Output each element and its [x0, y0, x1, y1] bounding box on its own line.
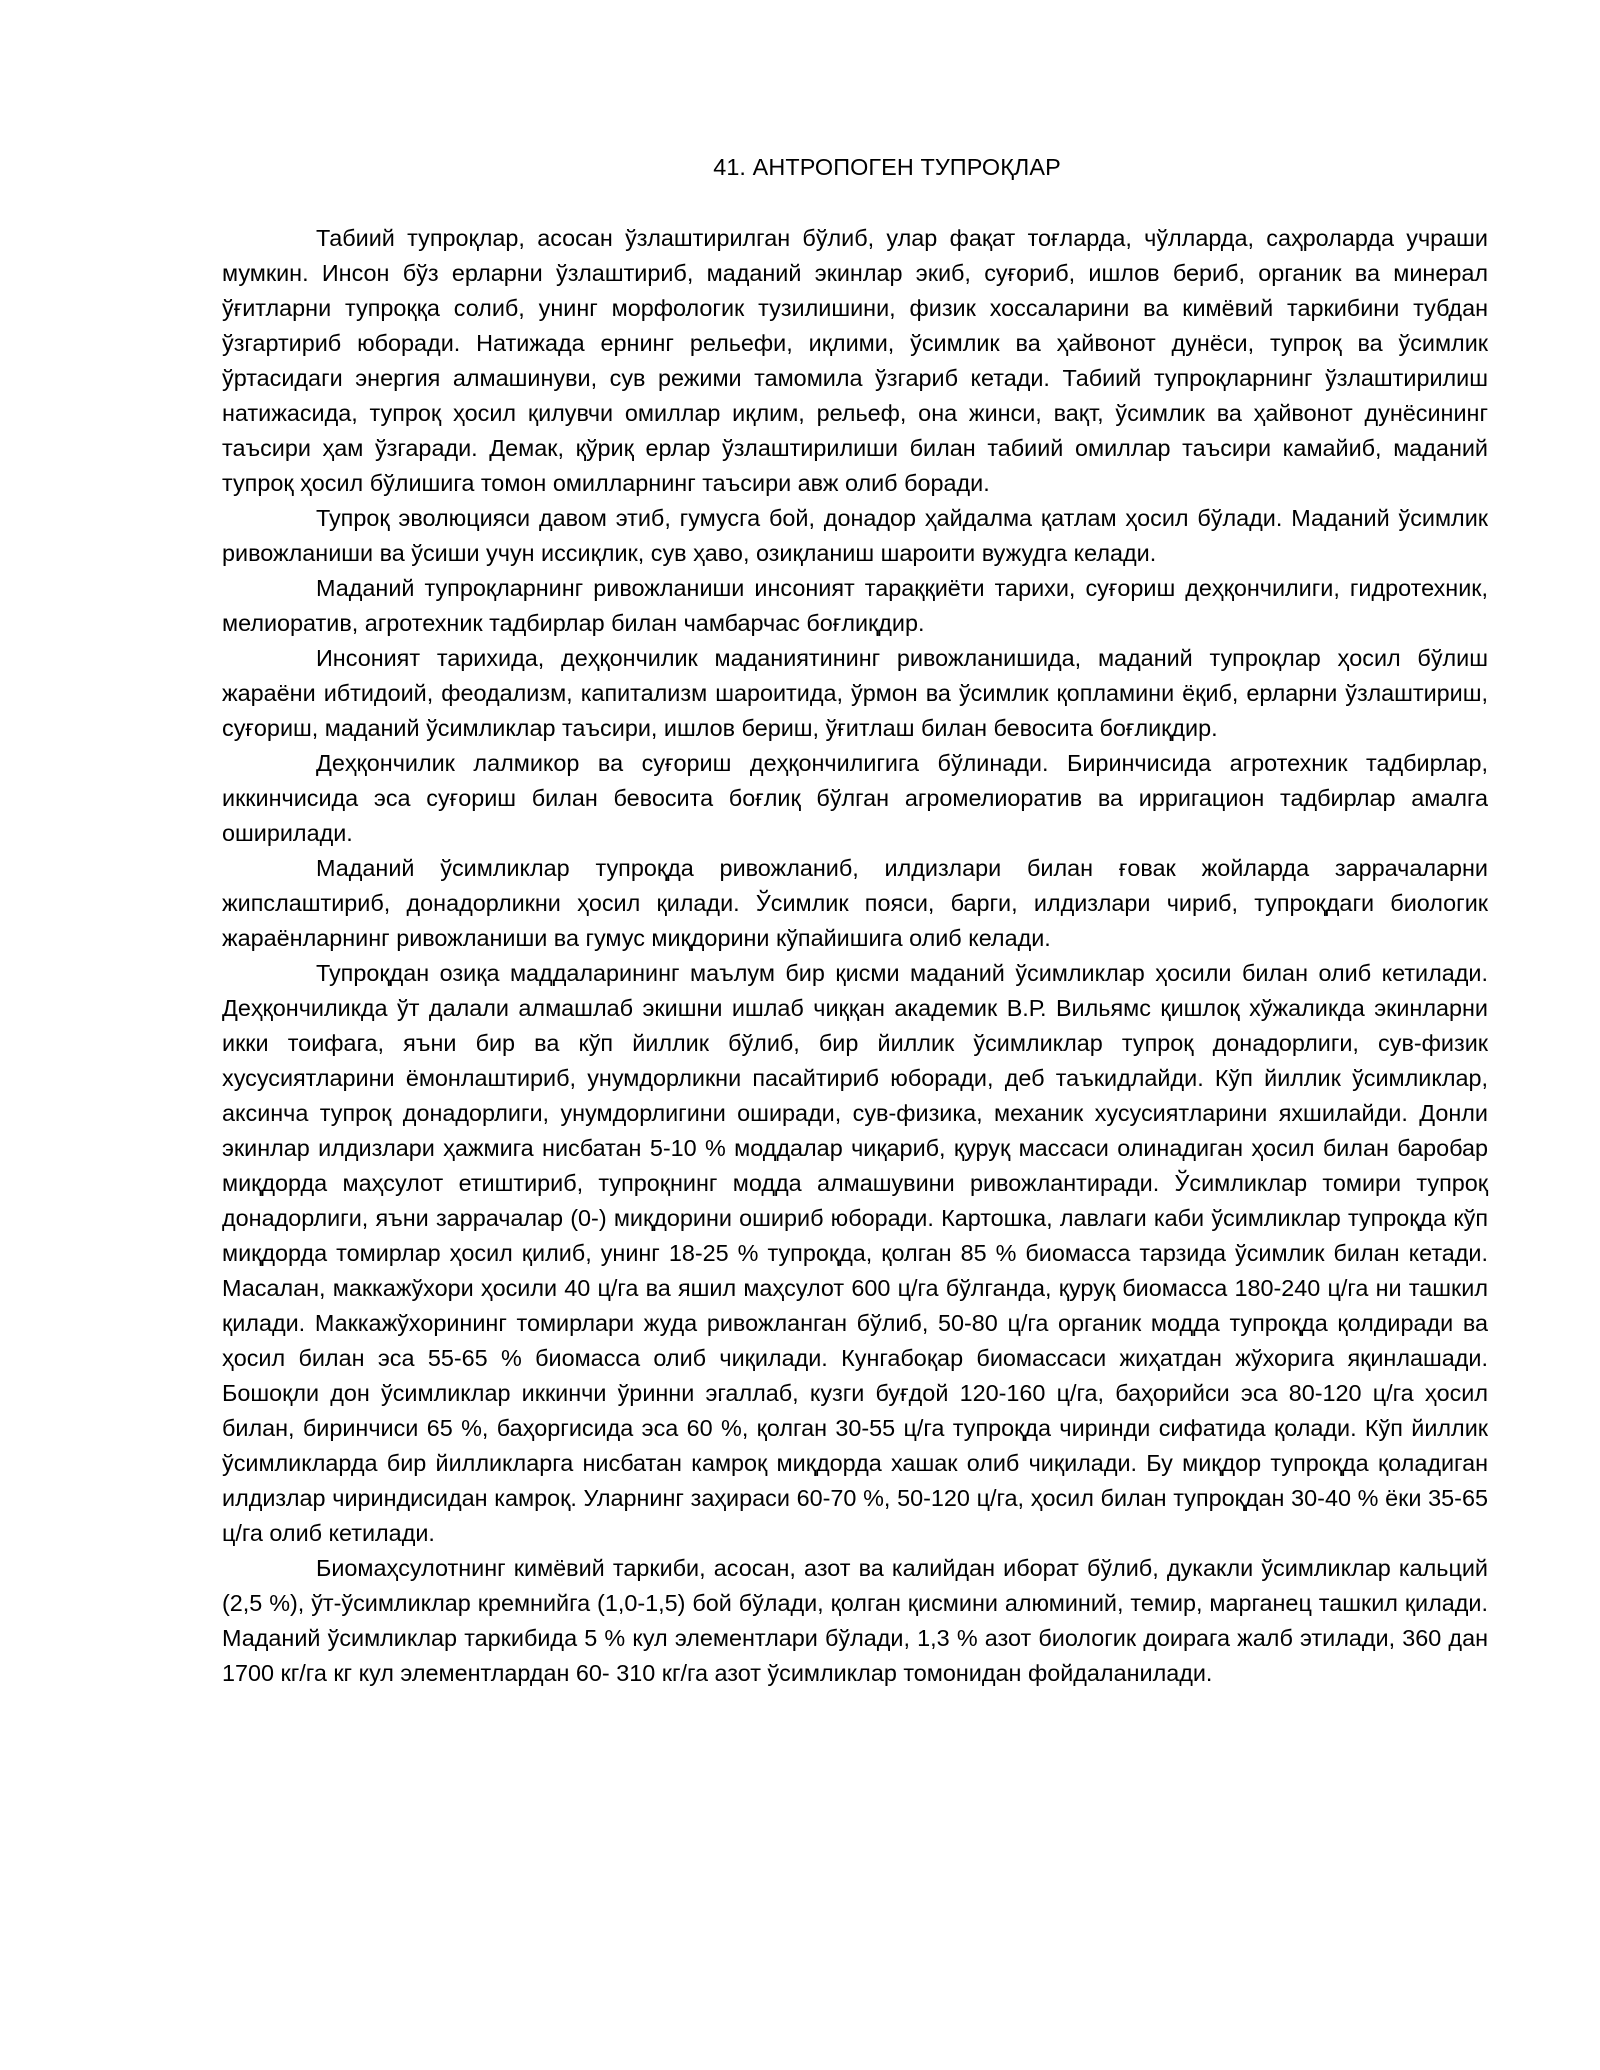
paragraph-6: Маданий ўсимликлар тупроқда ривожланиб, илдизлари билан ғовак жойларда заррачаларни жипслаштириб, донадорликни ҳосил қилади. Ўсимлик пояси, барги, илдизлари чириб, тупроқдаги биологик жараёнларнинг ривожланиши ва гумус миқдорини кўпайишига олиб келади. [222, 855, 1488, 951]
paragraph-7: Тупроқдан озиқа маддаларининг маълум бир қисми маданий ўсимликлар ҳосили билан олиб кетилади. Деҳқончиликда ўт далали алмашлаб экишни ишлаб чиққан академик В.Р. Вильямс қишлоқ хўжаликда экинларни икки тоифага, яъни бир ва кўп йиллик бўлиб, бир йиллик ўсимликлар тупроқ донадорлиги, сув-физик хусусиятларини ёмонлаштириб, унумдорликни пасайтириб юборади, деб таъкидлайди. Кўп йиллик ўсимликлар, аксинча тупроқ донадорлиги, унумдорлигини оширади, сув-физика, механик хусусиятларини яхшилайди. Донли экинлар илдизлари ҳажмига нисбатан 5-10 % моддалар чиқариб, қуруқ массаси олинадиган ҳосил билан баробар миқдорда маҳсулот етиштириб, тупроқнинг модда алмашувини ривожлантиради. Ўсимликлар томири тупроқ донадорлиги, яъни заррачалар (0-) миқдорини ошириб юборади. Картошка, лавлаги каби ўсимликлар тупроқда кўп миқдорда томирлар ҳосил қилиб, унинг 18-25 % тупроқда, қолган 85 % биомасса тарзида ўсимлик билан кетади. Масалан, маккажўхори ҳосили 40 ц/га ва яшил маҳсулот 600 ц/га бўлганда, қуруқ биомасса 180-240 ц/га ни ташкил қилади. Маккажўхорининг томирлари жуда ривожланган бўлиб, 50-80 ц/га органик модда тупроқда қолдиради ва ҳосил билан эса 55-65 % биомасса олиб чиқилади. Кунгабоқар биомассаси жиҳатдан жўхорига яқинлашади. Бошоқли дон ўсимликлар иккинчи ўринни эгаллаб, кузги буғдой 120-160 ц/га, баҳорийси эса 80-120 ц/га ҳосил билан, биринчиси 65 %, баҳоргисида эса 60 %, қолган 30-55 ц/га тупроқда чиринди сифатида қолади. Кўп йиллик ўсимликларда бир йилликларга нисбатан камроқ миқдорда хашак олиб чиқилади. Бу миқдор тупроқда қоладиган илдизлар чириндисидан камроқ. Уларнинг заҳираси 60-70 %, 50-120 ц/га, ҳосил билан тупроқдан 30-40 % ёки 35-65 ц/га олиб кетилади. [222, 960, 1488, 1546]
paragraph-1: Табиий тупроқлар, асосан ўзлаштирилган бўлиб, улар фақат тоғларда, чўлларда, саҳроларда учраши мумкин. Инсон бўз ерларни ўзлаштириб, маданий экинлар экиб, суғориб, ишлов бериб, органик ва минерал ўғитларни тупроққа солиб, унинг морфологик тузилишини, физик хоссаларини ва кимёвий таркибини тубдан ўзгартириб юборади. Натижада ернинг рельефи, иқлими, ўсимлик ва ҳайвонот дунёси, тупроқ ва ўсимлик ўртасидаги энергия алмашинуви, сув режими тамомила ўзгариб кетади. Табиий тупроқларнинг ўзлаштирилиш натижасида, тупроқ ҳосил қилувчи омиллар иқлим, рельеф, она жинси, вақт, ўсимлик ва ҳайвонот дунёсининг таъсири ҳам ўзгаради. Демак, қўриқ ерлар ўзлаштирилиши билан табиий омиллар таъсири камайиб, маданий тупроқ ҳосил бўлишига томон омилларнинг таъсири авж олиб боради. [222, 225, 1488, 496]
paragraph-4: Инсоният тарихида, деҳқончилик маданиятининг ривожланишида, маданий тупроқлар ҳосил бўлиш жараёни ибтидоий, феодализм, капитализм шароитида, ўрмон ва ўсимлик қопламини ёқиб, ерларни ўзлаштириш, суғориш, маданий ўсимликлар таъсири, ишлов бериш, ўғитлаш билан бевосита боғлиқдир. [222, 645, 1488, 741]
document-body [222, 150, 1488, 1691]
paragraph-8: Биомаҳсулотнинг кимёвий таркиби, асосан, азот ва калийдан иборат бўлиб, дукакли ўсимликлар кальций (2,5 %), ўт-ўсимликлар кремнийга (1,0-1,5) бой бўлади, қолган қисмини алюминий, темир, марганец ташкил қилади. Маданий ўсимликлар таркибида 5 % кул элементлари бўлади, 1,3 % азот биологик доирага жалб этилади, 360 дан 1700 кг/га кг кул элементлардан 60- 310 кг/га азот ўсимликлар томонидан фойдаланилади. [222, 1555, 1488, 1686]
paragraph-3: Маданий тупроқларнинг ривожланиши инсоният тараққиёти тарихи, суғориш деҳқончилиги, гидротехник, мелиоратив, агротехник тадбирлар билан чамбарчас боғлиқдир. [222, 575, 1488, 636]
page-title: 41. АНТРОПОГЕН ТУПРОҚЛАР [713, 154, 1061, 180]
paragraph-5: Деҳқончилик лалмикор ва суғориш деҳқончилигига бўлинади. Биринчисида агротехник тадбирлар, иккинчисида эса суғориш билан бевосита боғлиқ бўлган агромелиоратив ва ирригацион тадбирлар амалга оширилади. [222, 750, 1488, 846]
paragraph-2: Тупроқ эволюцияси давом этиб, гумусга бой, донадор ҳайдалма қатлам ҳосил бўлади. Маданий ўсимлик ривожланиши ва ўсиши учун иссиқлик, сув ҳаво, озиқланиш шароити вужудга келади. [222, 505, 1488, 566]
